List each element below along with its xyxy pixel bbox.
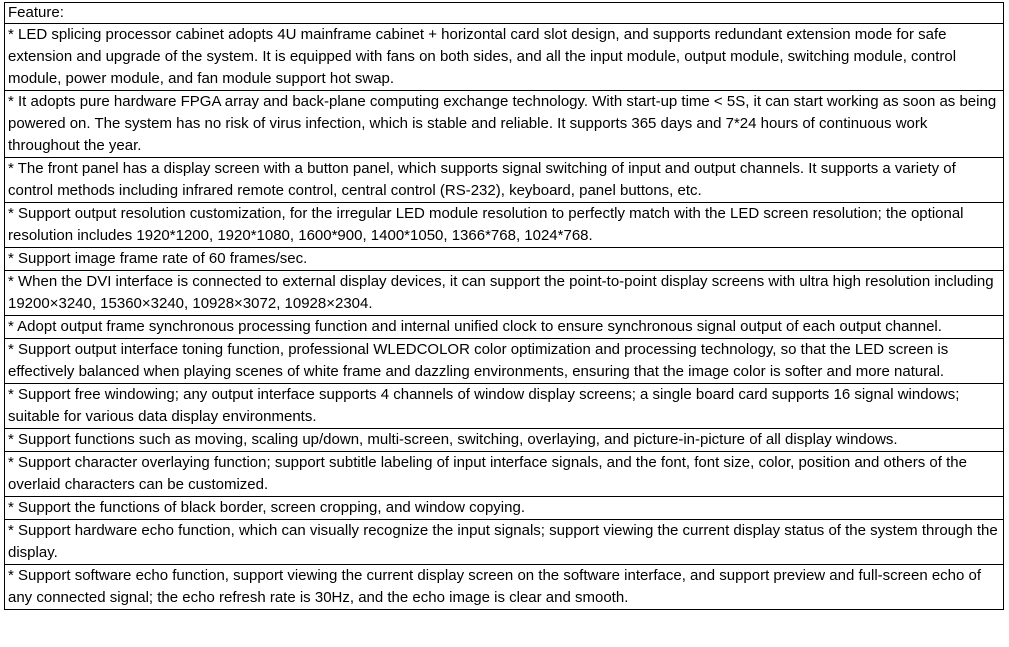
feature-cell: * The front panel has a display screen with a button panel, which supports signal switching of input and output channels. It supports a variety of control methods including infrared remote control, central control (RS-232), keyboard, panel buttons, etc. (5, 158, 1004, 203)
feature-cell: * Support free windowing; any output interface supports 4 channels of window display screens; a single board card supports 16 signal windows; suitable for various data display environments. (5, 384, 1004, 429)
table-row (5, 158, 1004, 203)
table-row (5, 452, 1004, 497)
feature-cell: * Adopt output frame synchronous processing function and internal unified clock to ensure synchronous signal output of each output channel. (5, 316, 1004, 339)
table-row (5, 91, 1004, 158)
table-header-cell: Feature: (5, 3, 1004, 24)
feature-cell: * Support output resolution customization, for the irregular LED module resolution to perfectly match with the LED screen resolution; the optional resolution includes 1920*1200, 1920*1080, 1600*900, 1400*1050, 1366*768, 1024*768. (5, 203, 1004, 248)
feature-cell: * Support image frame rate of 60 frames/sec. (5, 248, 1004, 271)
feature-cell: * Support software echo function, support viewing the current display screen on the software interface, and support preview and full-screen echo of any connected signal; the echo refresh rate is 30Hz, and the echo image is clear and smooth. (5, 565, 1004, 610)
feature-cell: * When the DVI interface is connected to external display devices, it can support the point-to-point display screens with ultra high resolution including 19200×3240, 15360×3240, 10928×3072, 10928×2304. (5, 271, 1004, 316)
feature-cell: * Support hardware echo function, which can visually recognize the input signals; support viewing the current display status of the system through the display. (5, 520, 1004, 565)
feature-cell: * LED splicing processor cabinet adopts 4U mainframe cabinet + horizontal card slot design, and supports redundant extension mode for safe extension and upgrade of the system. It is equipped with fans on both sides, and all the input module, output module, switching module, control module, power module, and fan module support hot swap. (5, 24, 1004, 91)
feature-cell: * It adopts pure hardware FPGA array and back-plane computing exchange technology. With start-up time < 5S, it can start working as soon as being powered on. The system has no risk of virus infection, which is stable and reliable. It supports 365 days and 7*24 hours of continuous work throughout the year. (5, 91, 1004, 158)
table-row (5, 520, 1004, 565)
feature-cell: * Support functions such as moving, scaling up/down, multi-screen, switching, overlaying, and picture-in-picture of all display windows. (5, 429, 1004, 452)
table-row (5, 497, 1004, 520)
feature-table (4, 2, 1004, 610)
feature-cell: * Support output interface toning function, professional WLEDCOLOR color optimization and processing technology, so that the LED screen is effectively balanced when playing scenes of white frame and dazzling environments, ensuring that the image color is softer and more natural. (5, 339, 1004, 384)
table-header-row (5, 3, 1004, 24)
table-row (5, 316, 1004, 339)
table-row (5, 203, 1004, 248)
feature-cell: * Support character overlaying function; support subtitle labeling of input interface signals, and the font, font size, color, position and others of the overlaid characters can be customized. (5, 452, 1004, 497)
table-row (5, 339, 1004, 384)
table-row (5, 24, 1004, 91)
table-row (5, 271, 1004, 316)
table-row (5, 565, 1004, 610)
feature-cell: * Support the functions of black border, screen cropping, and window copying. (5, 497, 1004, 520)
table-row (5, 384, 1004, 429)
table-row (5, 429, 1004, 452)
table-row (5, 248, 1004, 271)
